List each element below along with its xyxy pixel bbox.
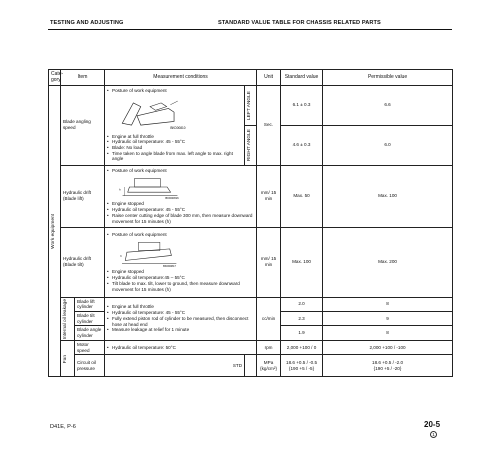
perm-internal-lift: 8	[323, 297, 453, 311]
drift-lift-figure	[113, 175, 187, 199]
cond-item: • Posture of work equipment	[107, 88, 242, 94]
perm-a: 18.6 +0.5 / -2.0	[372, 360, 404, 366]
footer-page-number: 20-5	[424, 420, 441, 429]
perm-internal-tilt: 9	[323, 311, 453, 325]
drift-tilt-figure	[113, 239, 187, 267]
cond-item: • Hydraulic oil temperature: 50°C	[107, 345, 254, 351]
item-internal-lift: Blade lift cylinder	[75, 297, 105, 311]
std-drift-lift: Max. 50	[281, 165, 323, 227]
item-internal-angle: Blade angle cylinder	[75, 326, 105, 340]
std-internal-tilt: 2.3	[281, 311, 323, 325]
cond-fan	[105, 340, 257, 354]
sub-left-angle	[245, 85, 257, 125]
cond-item: • Measure leakage at relief for 1 minute	[107, 327, 254, 333]
item-fan-circuit: Circuit oil pressure	[75, 355, 105, 377]
unit-fan-motor: rpm	[257, 340, 281, 354]
internal-group-label: Internal oil leakage	[63, 298, 68, 339]
unit-a: MPa	[263, 360, 274, 366]
footer-model: D41E, P-6	[50, 424, 76, 430]
cond-item: • Time taken to angle blade from max. left angle to max. right angle	[107, 151, 242, 162]
cond-item: • Tilt blade to max. tilt, lower to ground, then measure downward movement for 15 minutes (h)	[107, 281, 254, 292]
std-a: 18.6 +0.5 / -0.5	[286, 360, 318, 366]
fig-code: BKD00817	[163, 265, 176, 268]
unit-drift-lift: mm/ 15 min	[257, 165, 281, 227]
cond-item: • Fully extend piston rod of cylinder to be measured, then disconnect hose at head end	[107, 316, 254, 327]
cond-item: • Engine at full throttle	[107, 304, 254, 310]
item-blade-angling: Blade angling speed	[61, 85, 105, 165]
category-label: Work equipment	[51, 213, 56, 249]
unit-blade-angling: Sec.	[257, 85, 281, 165]
category-cell	[49, 85, 61, 377]
fan-group-label: Fan	[63, 354, 68, 363]
perm-fan-motor: 2,000 +100 / -100	[323, 340, 453, 354]
unit-fan-circuit	[257, 355, 281, 377]
cond-item: • Engine stopped	[107, 269, 254, 275]
item-drift-tilt: Hydraulic drift (Blade tilt)	[61, 227, 105, 297]
fan-circuit-blank	[245, 355, 257, 377]
col-unit: Unit	[257, 70, 281, 86]
fig-code: BKD00810	[170, 125, 186, 130]
std-left-angle: 6.1 ± 0.3	[281, 85, 323, 125]
col-item: Item	[61, 70, 105, 86]
cond-item: • Hydraulic oil temperature:45 – 55°C	[107, 275, 254, 281]
table-row	[49, 227, 453, 297]
cond-item: • Posture of work equipment	[107, 232, 254, 238]
header-right: STANDARD VALUE TABLE FOR CHASSIS RELATED PARTS	[218, 20, 381, 26]
col-standard: Standard value	[281, 70, 323, 86]
table-row	[49, 355, 453, 377]
cond-item: • Engine stopped	[107, 201, 254, 207]
unit-internal: cc/min	[257, 297, 281, 340]
std-internal-angle: 1.9	[281, 326, 323, 340]
cond-item: • Hydraulic oil temperature: 45 - 55°C	[107, 207, 254, 213]
sub-left-label: LEFT ANGLE	[247, 90, 253, 120]
cond-item: • Blade: No load	[107, 145, 242, 151]
std-fan-circuit	[281, 355, 323, 377]
item-drift-lift: Hydraulic drift (Blade lift)	[61, 165, 105, 227]
cond-blade-angling	[105, 85, 245, 165]
item-fan-motor: Motor speed	[75, 340, 105, 354]
table-header-row	[49, 70, 453, 86]
cond-drift-tilt	[105, 227, 257, 297]
std-drift-tilt: Max. 100	[281, 227, 323, 297]
std-right-angle: 4.6 ± 0.3	[281, 125, 323, 165]
sub-right-angle	[245, 125, 257, 165]
unit-drift-tilt: mm/ 15 min	[257, 227, 281, 297]
blade-angling-figure	[113, 96, 187, 132]
cond-item: • Raise center cutting edge of blade 300 mm, then measure downward movement for 15 minutes (h)	[107, 213, 254, 224]
col-permissible: Permissible value	[323, 70, 453, 86]
cond-drift-lift	[105, 165, 257, 227]
header-rule	[48, 29, 452, 30]
sub-right-label: RIGHT ANGLE	[247, 128, 253, 162]
header-left: TESTING AND ADJUSTING	[50, 20, 124, 26]
col-conditions: Measurement conditions	[105, 70, 257, 86]
perm-drift-tilt: Max. 200	[323, 227, 453, 297]
cond-item: • Posture of work equipment	[107, 168, 254, 174]
cond-internal	[105, 297, 257, 340]
table-row	[49, 165, 453, 227]
footer-revision-mark: 1	[430, 431, 437, 438]
svg-text:h: h	[119, 188, 121, 192]
cond-item: • Engine at full throttle	[107, 134, 242, 140]
cond-item: • Hydraulic oil temperature: 45 - 55°C	[107, 139, 242, 145]
perm-drift-lift: Max. 100	[323, 165, 453, 227]
item-internal-tilt: Blade tilt cylinder	[75, 311, 105, 325]
perm-b: {190 +5 / -20}	[373, 365, 402, 371]
standard-value-table	[48, 69, 453, 377]
std-b: {190 +5 / -5}	[288, 365, 315, 371]
std-internal-lift: 2.0	[281, 297, 323, 311]
svg-text:h: h	[120, 255, 122, 259]
cond-item: • Hydraulic oil temperature: 45 - 55°C	[107, 310, 254, 316]
table-row	[49, 297, 453, 311]
std-fan-motor: 2,000 +100 / 0	[281, 340, 323, 354]
fan-group-cell	[61, 340, 75, 376]
unit-b: {kg/cm²}	[260, 365, 277, 371]
internal-group-cell	[61, 297, 75, 340]
fig-code: BKD00816	[165, 197, 179, 200]
perm-fan-circuit	[323, 355, 453, 377]
col-category: Cate-gory	[49, 70, 61, 86]
perm-internal-angle: 8	[323, 326, 453, 340]
perm-left-angle: 6.6	[323, 85, 453, 125]
table-row	[49, 340, 453, 354]
perm-right-angle: 6.0	[323, 125, 453, 165]
std-label: STD	[232, 363, 243, 368]
fan-circuit-std-label-cell	[105, 355, 245, 377]
table-row	[49, 85, 453, 125]
